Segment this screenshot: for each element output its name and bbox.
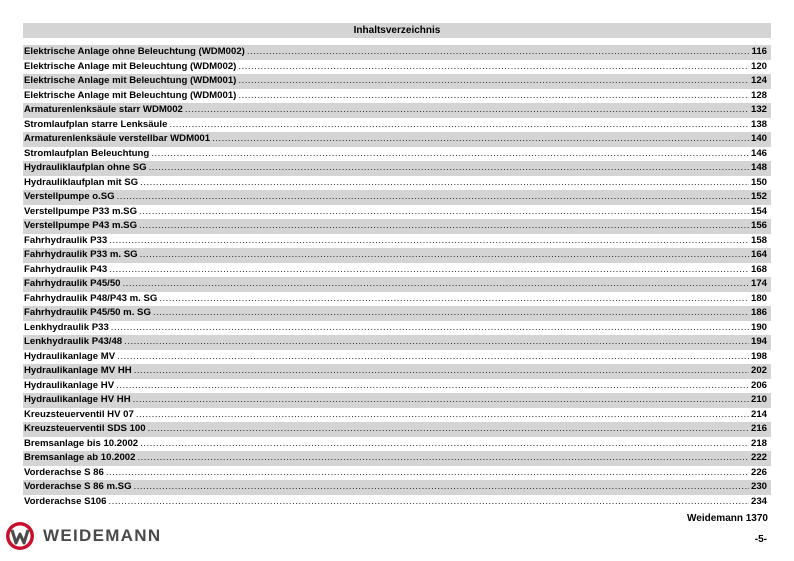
toc-entry[interactable] xyxy=(23,393,771,408)
toc-entry-title: Lenkhydraulik P43/48 xyxy=(24,336,123,347)
toc-entry-page: 164 xyxy=(750,249,767,260)
toc-entry-page: 198 xyxy=(750,350,767,362)
toc-entry-page: 116 xyxy=(751,46,767,57)
toc-entry-page: 152 xyxy=(750,191,767,202)
toc-entry-title: Elektrische Anlage ohne Beleuchtung (WDM002) xyxy=(24,46,245,57)
toc-entry-title: Fahrhydraulik P45/50 m. SG xyxy=(24,307,151,318)
toc-entry[interactable] xyxy=(23,480,771,495)
toc-entry[interactable] xyxy=(23,495,771,510)
dot-leader xyxy=(134,480,749,495)
toc-entry-title: Lenkhydraulik P33 xyxy=(24,321,109,333)
dot-leader xyxy=(139,205,749,220)
toc-entry[interactable] xyxy=(23,103,771,118)
toc-entry-title: Fahrhydraulik P45/50 xyxy=(24,278,121,289)
dot-leader xyxy=(185,103,749,118)
toc-entry-title: Fahrhydraulik P33 xyxy=(24,234,108,246)
dot-leader xyxy=(134,364,749,379)
toc-entry-title: Vorderachse S106 xyxy=(24,495,107,507)
toc-entry-title: Kreuzsteuerventil SDS 100 xyxy=(24,423,146,434)
toc-entry[interactable] xyxy=(23,132,771,147)
dot-leader xyxy=(169,118,749,133)
toc-entry-page: 174 xyxy=(750,278,767,289)
toc-entry[interactable] xyxy=(23,422,771,437)
toc-entry[interactable] xyxy=(23,263,771,278)
dot-leader xyxy=(108,495,749,510)
toc-entry[interactable] xyxy=(23,350,771,365)
toc-entry-page: 180 xyxy=(750,292,767,304)
toc-entry-page: 190 xyxy=(750,321,767,333)
toc-entry-page: 216 xyxy=(750,423,767,434)
toc-entry-page: 148 xyxy=(750,162,767,173)
toc-entry-page: 146 xyxy=(750,147,767,159)
toc-entry-title: Hydrauliklaufplan mit SG xyxy=(24,176,139,188)
toc-entry-title: Hydraulikanlage MV HH xyxy=(24,365,132,376)
toc-entry-title: Vorderachse S 86 xyxy=(24,466,104,478)
toc-entry-page: 154 xyxy=(750,205,767,217)
dot-leader xyxy=(148,422,749,437)
dot-leader xyxy=(212,132,749,147)
toc-entry-page: 214 xyxy=(750,408,767,420)
dot-leader xyxy=(151,147,749,162)
table-of-contents xyxy=(23,45,771,509)
toc-entry[interactable] xyxy=(23,437,771,452)
toc-entry-title: Armaturenlenksäule verstellbar WDM001 xyxy=(24,133,211,144)
toc-entry[interactable] xyxy=(23,190,771,205)
toc-entry-title: Fahrhydraulik P33 m. SG xyxy=(24,249,138,260)
toc-entry-page: 218 xyxy=(750,437,767,449)
model-name: Weidemann 1370 xyxy=(687,513,768,524)
toc-entry-page: 124 xyxy=(750,75,767,86)
dot-leader xyxy=(140,437,749,452)
toc-entry-page: 194 xyxy=(750,336,767,347)
toc-entry-title: Stromlaufplan starre Lenksäule xyxy=(24,118,168,130)
toc-entry[interactable] xyxy=(23,321,771,336)
toc-entry-title: Elektrische Anlage mit Beleuchtung (WDM001) xyxy=(24,75,237,86)
toc-entry-title: Elektrische Anlage mit Beleuchtung (WDM002) xyxy=(24,60,237,72)
dot-leader xyxy=(109,263,749,278)
toc-entry-title: Fahrhydraulik P48/P43 m. SG xyxy=(24,292,158,304)
toc-entry[interactable] xyxy=(23,118,771,133)
toc-entry-page: 210 xyxy=(750,394,767,405)
toc-entry[interactable] xyxy=(23,335,771,350)
toc-entry-title: Stromlaufplan Beleuchtung xyxy=(24,147,150,159)
toc-entry-page: 140 xyxy=(750,133,767,144)
toc-entry[interactable] xyxy=(23,234,771,249)
toc-entry-title: Bremsanlage ab 10.2002 xyxy=(24,452,136,463)
toc-entry-title: Hydrauliklaufplan ohne SG xyxy=(24,162,147,173)
toc-entry[interactable] xyxy=(23,161,771,176)
toc-entry[interactable] xyxy=(23,176,771,191)
toc-entry-page: 234 xyxy=(750,495,767,507)
toc-entry[interactable] xyxy=(23,364,771,379)
toc-entry[interactable] xyxy=(23,292,771,307)
toc-entry-page: 120 xyxy=(750,60,767,72)
dot-leader xyxy=(238,74,749,89)
toc-entry-title: Bremsanlage bis 10.2002 xyxy=(24,437,139,449)
toc-entry-title: Hydraulikanlage HV HH xyxy=(24,394,131,405)
toc-entry[interactable] xyxy=(23,60,771,75)
toc-entry-page: 156 xyxy=(750,220,767,231)
toc-entry-page: 128 xyxy=(750,89,767,101)
toc-entry[interactable] xyxy=(23,408,771,423)
dot-leader xyxy=(140,248,749,263)
brand-name: WEIDEMANN xyxy=(43,526,162,545)
toc-entry-page: 202 xyxy=(750,365,767,376)
toc-entry-page: 206 xyxy=(750,379,767,391)
toc-entry[interactable] xyxy=(23,89,771,104)
toc-entry-page: 186 xyxy=(750,307,767,318)
dot-leader xyxy=(116,379,749,394)
dot-leader xyxy=(139,219,749,234)
brand-logo xyxy=(5,521,161,551)
toc-entry-title: Hydraulikanlage HV xyxy=(24,379,115,391)
toc-entry-title: Verstellpumpe o.SG xyxy=(24,191,115,202)
toc-entry-title: Verstellpumpe P43 m.SG xyxy=(24,220,138,231)
dot-leader xyxy=(238,60,749,75)
toc-entry-page: 226 xyxy=(750,466,767,478)
dot-leader xyxy=(140,176,749,191)
toc-entry-title: Hydraulikanlage MV xyxy=(24,350,116,362)
dot-leader xyxy=(117,190,749,205)
toc-entry-page: 138 xyxy=(750,118,767,130)
toc-entry-title: Armaturenlenksäule starr WDM002 xyxy=(24,104,183,115)
dot-leader xyxy=(106,466,749,481)
toc-entry-page: 168 xyxy=(750,263,767,275)
toc-entry-page: 132 xyxy=(750,104,767,115)
toc-entry-page: 150 xyxy=(750,176,767,188)
weidemann-logo-icon xyxy=(5,521,35,551)
toc-heading: Inhaltsverzeichnis xyxy=(23,23,771,38)
dot-leader xyxy=(124,335,749,350)
dot-leader xyxy=(238,89,749,104)
page-number: -5- xyxy=(754,534,767,545)
dot-leader xyxy=(109,234,749,249)
dot-leader xyxy=(247,45,750,60)
toc-entry[interactable] xyxy=(23,74,771,89)
toc-entry-title: Fahrhydraulik P43 xyxy=(24,263,108,275)
toc-entry[interactable] xyxy=(23,306,771,321)
toc-entry[interactable] xyxy=(23,45,771,60)
dot-leader xyxy=(117,350,749,365)
dot-leader xyxy=(137,451,749,466)
toc-entry[interactable] xyxy=(23,248,771,263)
dot-leader xyxy=(133,393,749,408)
dot-leader xyxy=(159,292,749,307)
toc-entry-title: Vorderachse S 86 m.SG xyxy=(24,481,132,492)
dot-leader xyxy=(123,277,749,292)
toc-entry-title: Elektrische Anlage mit Beleuchtung (WDM001) xyxy=(24,89,237,101)
dot-leader xyxy=(149,161,749,176)
toc-entry-page: 158 xyxy=(750,234,767,246)
toc-entry-page: 230 xyxy=(750,481,767,492)
dot-leader xyxy=(136,408,749,423)
toc-entry[interactable] xyxy=(23,277,771,292)
dot-leader xyxy=(153,306,749,321)
toc-entry[interactable] xyxy=(23,466,771,481)
toc-entry-page: 222 xyxy=(750,452,767,463)
toc-entry-title: Verstellpumpe P33 m.SG xyxy=(24,205,138,217)
toc-entry[interactable] xyxy=(23,451,771,466)
dot-leader xyxy=(111,321,749,336)
toc-entry[interactable] xyxy=(23,147,771,162)
toc-entry[interactable] xyxy=(23,379,771,394)
toc-entry[interactable] xyxy=(23,205,771,220)
toc-entry[interactable] xyxy=(23,219,771,234)
toc-entry-title: Kreuzsteuerventil HV 07 xyxy=(24,408,134,420)
